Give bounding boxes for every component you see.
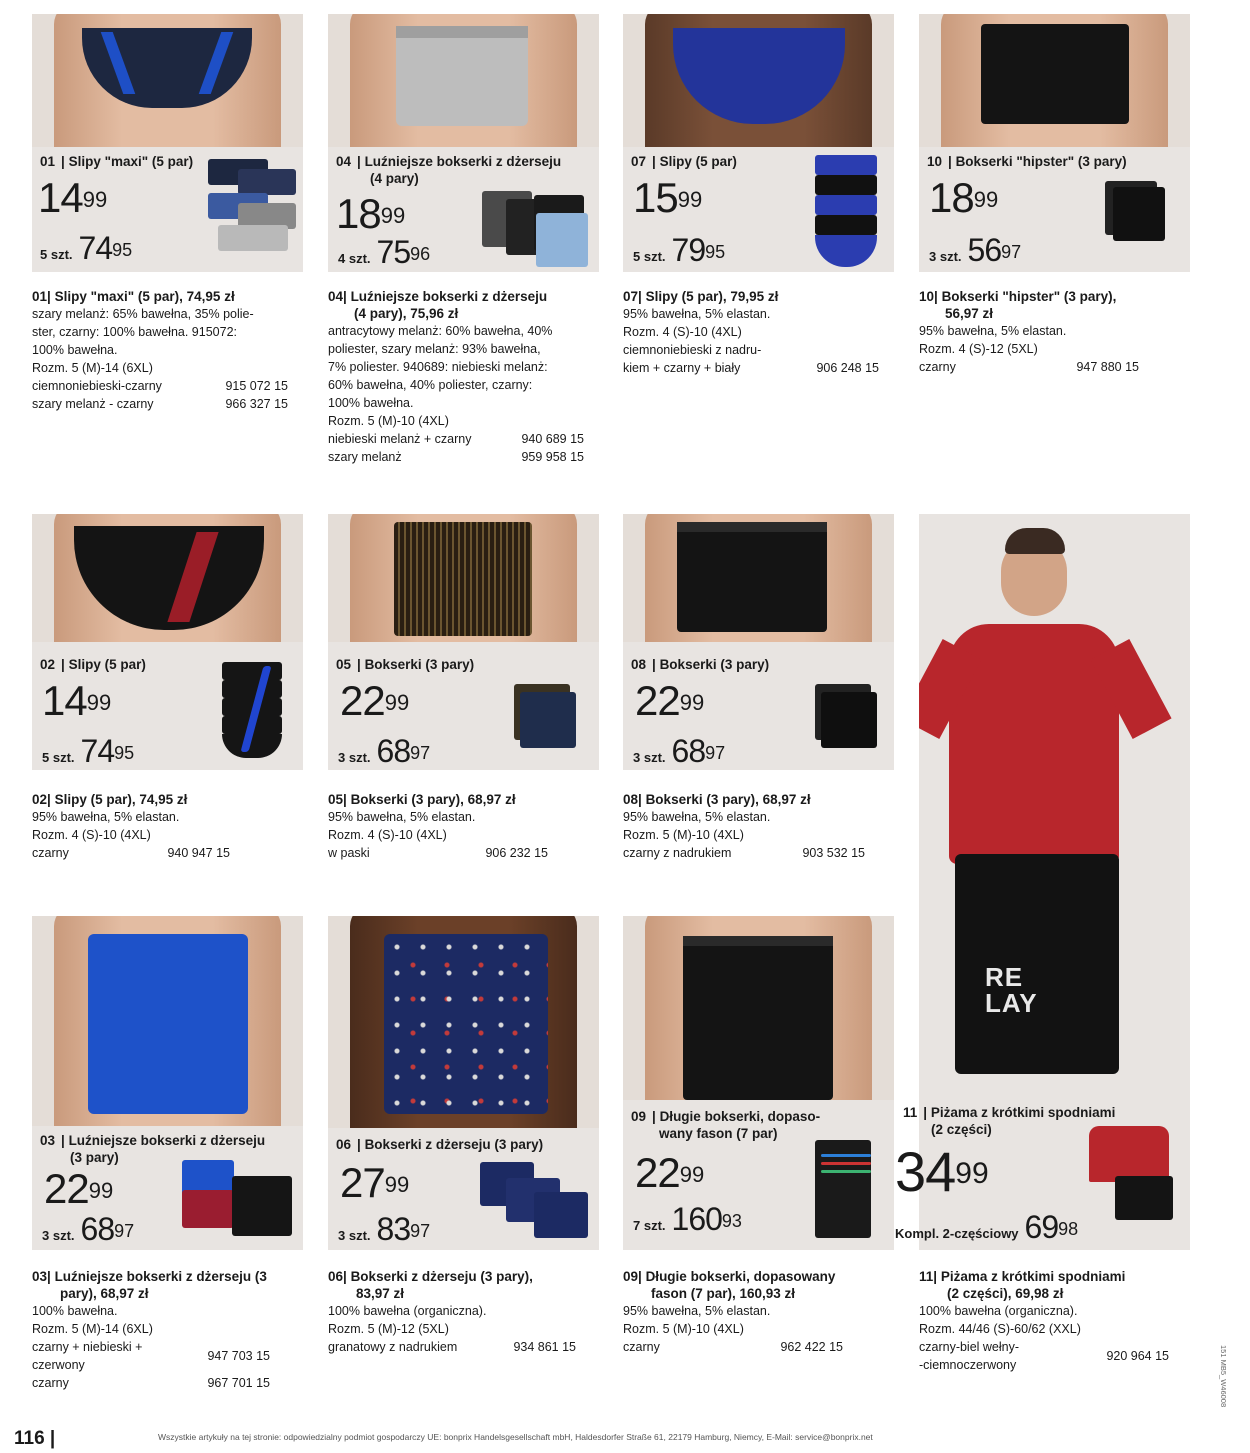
unit-price: $22^{99}$ [340,677,410,724]
product-card-08[interactable] [623,514,894,770]
unit-price: $14^{99}$ [42,677,112,724]
packshot-image [815,1140,881,1244]
packshot-image [182,1160,294,1240]
variant-row: ciemnoniebieski-czarny 915 072 15 [32,379,288,393]
product-card-04[interactable] [328,14,599,272]
product-card-10[interactable] [919,14,1190,272]
product-card-02[interactable] [32,514,303,770]
packshot-image [482,191,594,267]
product-photo [328,14,599,147]
product-photo [623,14,894,147]
product-description-11: 11| Piżama z krótkimi spodniami (2 części), 69,98 zł 100% bawełna (organiczna). Rozm. 44/46 (S)-60/62 (XXL) czarny-biel wełny- -ciemnoczerwony 920 964 15 [919,1269,1169,1372]
pyjama-photo [919,514,1190,1104]
unit-price: $34^{99}$ [895,1140,989,1203]
product-photo [328,916,599,1128]
product-title: 02 | Slipy (5 par) [40,657,146,672]
product-title: 09 | Długie bokserki, dopaso- wany fason (7 par) [631,1109,821,1141]
variant-row: ciemnoniebieski z nadru- kiem + czarny + biały 906 248 15 [623,343,879,375]
product-photo [623,916,894,1100]
packshot-image [480,1162,592,1242]
pack-price: 5 szt. $79^{95}$ [633,232,726,268]
pack-price: 7 szt. $160^{93}$ [633,1201,742,1237]
pack-price: 5 szt. $74^{95}$ [42,733,135,769]
product-title: 11 | Piżama z krótkimi spodniami (2 części) [903,1105,1116,1137]
pack-price: 5 szt. $74^{95}$ [40,230,133,266]
unit-price: $22^{99}$ [635,677,705,724]
packshot-image [208,159,298,254]
product-card-06[interactable] [328,916,599,1250]
unit-price: $15^{99}$ [633,174,703,221]
variant-row: czarny 947 880 15 [919,360,1139,374]
product-photo [623,514,894,642]
variant-row: granatowy z nadrukiem 934 861 15 [328,1340,576,1354]
unit-price: $18^{99}$ [929,174,999,221]
product-photo [32,514,303,642]
product-description-03: 03| Luźniejsze bokserki z dżerseju (3 pary), 68,97 zł 100% bawełna. Rozm. 5 (M)-14 (6XL) czarny + niebieski + czerwony 947 703 15 czarny 967 701 15 [32,1269,270,1390]
product-description-05: 05| Bokserki (3 pary), 68,97 zł 95% bawełna, 5% elastan. Rozm. 4 (S)-10 (4XL) w paski 906 232 15 [328,792,548,860]
unit-price: $22^{99}$ [44,1165,114,1212]
variant-row: niebieski melanż + czarny 940 689 15 [328,432,584,446]
packshot-image [815,155,877,273]
product-title: 03 | Luźniejsze bokserki z dżerseju (3 pary) [40,1133,266,1165]
product-photo [32,14,303,147]
packshot-image [1105,181,1167,243]
variant-row: szary melanż 959 958 15 [328,450,584,464]
pack-price: Kompl. 2-częściowy $69^{98}$ [895,1209,1079,1245]
product-description-09: 09| Długie bokserki, dopasowany fason (7 par), 160,93 zł 95% bawełna, 5% elastan. Rozm. 5 (M)-10 (4XL) czarny 962 422 15 [623,1269,843,1354]
product-description-10: 10| Bokserki "hipster" (3 pary), 56,97 zł 95% bawełna, 5% elastan. Rozm. 4 (S)-12 (5XL) czarny 947 880 15 [919,289,1139,374]
variant-row: szary melanż - czarny 966 327 15 [32,397,288,411]
product-description-01: 01| Slipy "maxi" (5 par), 74,95 zł szary melanż: 65% bawełna, 35% polie- ster, czarny: 100% bawełna. 915072: 100% bawełna. Rozm. 5 (M)-14 (6XL) ciemnoniebieski-czarny 915 072 15 szary melanż - czarny 966 327 15 [32,289,288,411]
pack-price: 3 szt. $68^{97}$ [338,733,431,769]
product-title: 01 | Slipy "maxi" (5 par) [40,154,194,169]
product-title: 10 | Bokserki "hipster" (3 pary) [927,154,1127,169]
unit-price: $18^{99}$ [336,190,406,237]
product-description-08: 08| Bokserki (3 pary), 68,97 zł 95% bawełna, 5% elastan. Rozm. 5 (M)-10 (4XL) czarny z nadrukiem 903 532 15 [623,792,865,860]
variant-row: czarny 940 947 15 [32,846,230,860]
unit-price: $22^{99}$ [635,1149,705,1196]
product-description-02: 02| Slipy (5 par), 74,95 zł 95% bawełna, 5% elastan. Rozm. 4 (S)-10 (4XL) czarny 940 947 15 [32,792,230,860]
legal-footer: Wszystkie artykuły na tej stronie: odpowiedzialny podmiot gospodarczy UE: bonprix Handelsgesellschaft mbH, Haldesdorfer Straße 61, 22179 Hamburg, Niemcy, E-Mail: service@bonprix.net [158,1432,873,1442]
pack-price: 3 szt. $83^{97}$ [338,1211,431,1247]
pack-price: 3 szt. $56^{97}$ [929,232,1022,268]
product-card-07[interactable] [623,14,894,272]
product-description-04: 04| Luźniejsze bokserki z dżerseju (4 pary), 75,96 zł antracytowy melanż: 60% bawełna, 40% poliester, szary melanż: 93% bawełna, 7% poliester. 940689: niebieski melanż: 60% bawełna, 40% poliester, czarny: 100% bawełna. Rozm. 5 (M)-10 (4XL) niebieski melanż + czarny 940 689 15 szary melanż 959 958 15 [328,289,584,464]
unit-price: $27^{99}$ [340,1159,410,1206]
variant-row: w paski 906 232 15 [328,846,548,860]
product-description-07: 07| Slipy (5 par), 79,95 zł 95% bawełna, 5% elastan. Rozm. 4 (S)-10 (4XL) ciemnoniebieski z nadru- kiem + czarny + biały 906 248 15 [623,289,879,375]
product-title: 04 | Luźniejsze bokserki z dżerseju (4 pary) [336,154,562,186]
product-title: 08 | Bokserki (3 pary) [631,657,770,672]
packshot-image [514,684,580,750]
product-card-05[interactable] [328,514,599,770]
unit-price: $14^{99}$ [38,174,108,221]
variant-row: czarny-biel wełny- -ciemnoczerwony 920 964 15 [919,1340,1169,1372]
packshot-image [222,662,284,762]
catalog-code: 151 MB5_W46008 [1219,1345,1228,1408]
product-title: 06 | Bokserki z dżerseju (3 pary) [336,1137,544,1152]
product-card-11[interactable] [895,1104,1190,1250]
print-graphic: RE LAY [985,962,1038,1018]
product-description-06: 06| Bokserki z dżerseju (3 pary), 83,97 zł 100% bawełna (organiczna). Rozm. 5 (M)-12 (5XL) granatowy z nadrukiem 934 861 15 [328,1269,576,1354]
product-title: 05 | Bokserki (3 pary) [336,657,475,672]
packshot-image [1085,1126,1175,1226]
variant-row: czarny z nadrukiem 903 532 15 [623,846,865,860]
pack-price: 3 szt. $68^{97}$ [633,733,726,769]
page-number: 116 | [14,1428,56,1449]
pack-price: 4 szt. $75^{96}$ [338,234,431,270]
product-photo [32,916,303,1126]
packshot-image [815,684,881,750]
product-card-03[interactable] [32,916,303,1250]
product-photo [919,14,1190,147]
pack-price: 3 szt. $68^{97}$ [42,1211,135,1247]
product-title: 07 | Slipy (5 par) [631,154,737,169]
product-card-09[interactable] [623,916,894,1250]
variant-row: czarny + niebieski + czerwony 947 703 15 [32,1340,270,1372]
variant-row: czarny 967 701 15 [32,1376,270,1390]
product-photo [328,514,599,642]
variant-row: czarny 962 422 15 [623,1340,843,1354]
product-card-01[interactable] [32,14,303,272]
